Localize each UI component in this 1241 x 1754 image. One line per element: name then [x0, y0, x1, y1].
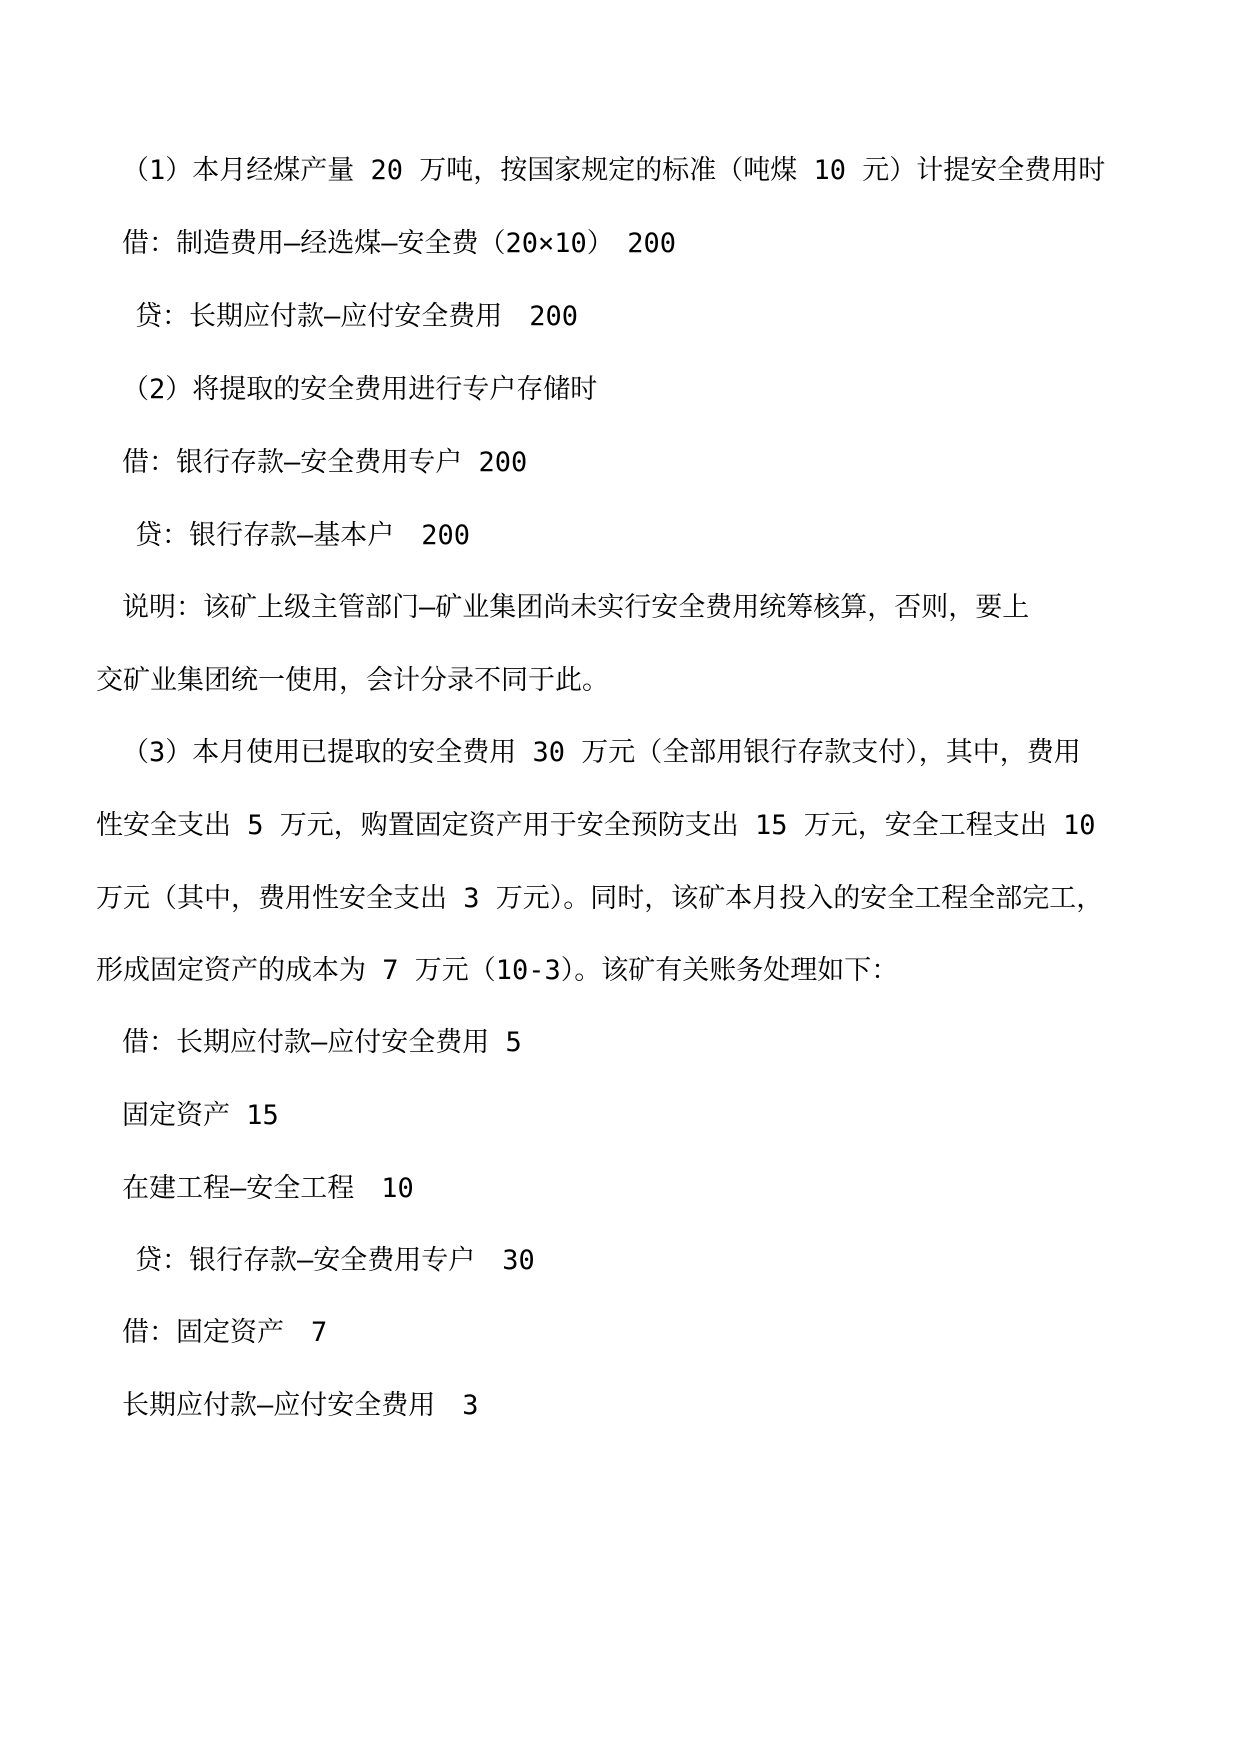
- text-line-7: 说明：该矿上级主管部门—矿业集团尚未实行安全费用统筹核算，否则，要上: [122, 592, 1030, 623]
- text-line-10: 性安全支出 5 万元，购置固定资产用于安全预防支出 15 万元，安全工程支出 10: [96, 810, 1096, 841]
- text-line-13: 借：长期应付款—应付安全费用 5: [122, 1027, 522, 1058]
- text-line-6: 贷：银行存款—基本户 200: [135, 520, 471, 551]
- text-line-4: （2）将提取的安全费用进行专户存储时: [122, 374, 598, 405]
- text-line-11: 万元（其中，费用性安全支出 3 万元）。同时，该矿本月投入的安全工程全部完工，: [96, 883, 1104, 914]
- text-line-16: 贷：银行存款—安全费用专户 30: [135, 1245, 535, 1276]
- text-line-18: 长期应付款—应付安全费用 3: [122, 1390, 479, 1421]
- text-line-9: （3）本月使用已提取的安全费用 30 万元（全部用银行存款支付），其中，费用: [122, 737, 1081, 768]
- text-line-5: 借：银行存款—安全费用专户 200: [122, 447, 528, 478]
- text-line-15: 在建工程—安全工程 10: [122, 1173, 414, 1204]
- text-line-14: 固定资产 15: [122, 1100, 279, 1131]
- text-line-17: 借：固定资产 7: [122, 1317, 328, 1348]
- text-line-1: （1）本月经煤产量 20 万吨，按国家规定的标准（吨煤 10 元）计提安全费用时: [122, 155, 1106, 186]
- text-line-3: 贷：长期应付款—应付安全费用 200: [135, 301, 579, 332]
- text-line-12: 形成固定资产的成本为 7 万元（10-3）。该矿有关账务处理如下：: [96, 955, 899, 986]
- text-line-8: 交矿业集团统一使用，会计分录不同于此。: [96, 665, 609, 696]
- text-line-2: 借：制造费用—经选煤—安全费（20×10） 200: [122, 228, 677, 259]
